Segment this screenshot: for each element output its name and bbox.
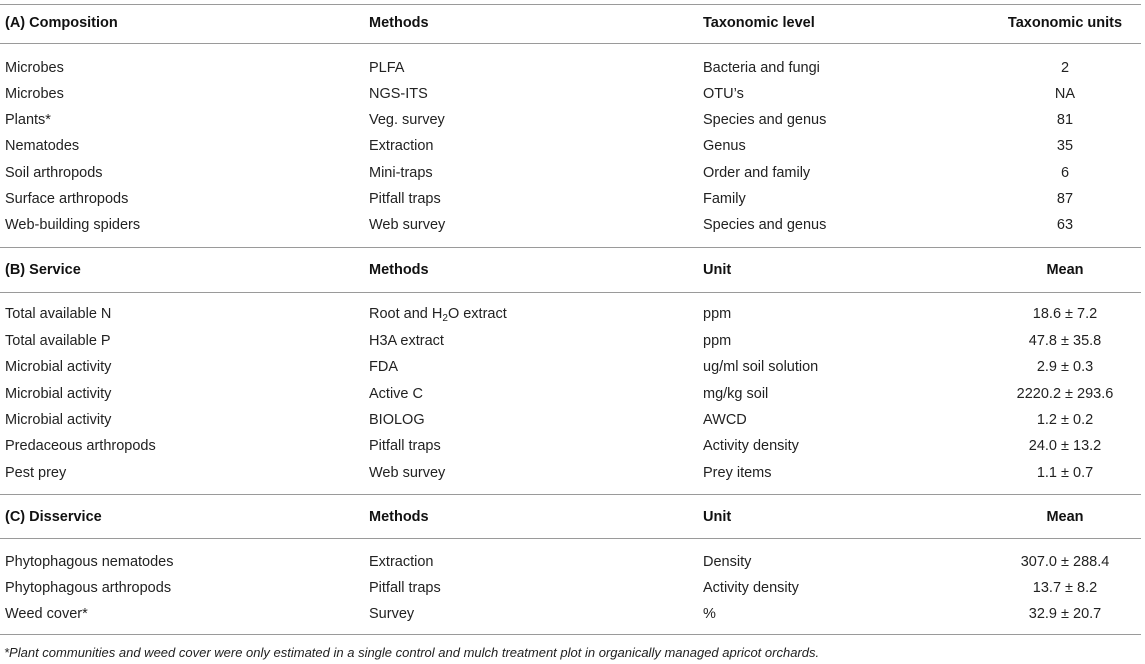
table-footnote: *Plant communities and weed cover were only estimated in a single control and mulch treatment plot in organically managed apricot orchards. xyxy=(4,645,820,660)
table-cell: 81 xyxy=(1056,112,1074,128)
table-cell: Surface arthropods xyxy=(5,191,129,207)
header-cell: Methods xyxy=(369,262,429,278)
table-cell: NA xyxy=(1054,86,1076,102)
rule-c-header xyxy=(0,538,1141,539)
table-cell: ug/ml soil solution xyxy=(703,359,819,375)
table-cell: OTU’s xyxy=(703,86,744,102)
table-cell: ppm xyxy=(703,333,732,349)
table-row xyxy=(0,460,1141,486)
table-row xyxy=(0,212,1141,238)
table-row xyxy=(0,301,1141,327)
header-cell: Methods xyxy=(369,509,429,525)
table-row xyxy=(0,575,1141,601)
header-cell: Taxonomic units xyxy=(1007,15,1123,31)
table-row xyxy=(0,55,1141,81)
table-cell: 63 xyxy=(1056,217,1074,233)
table-cell: FDA xyxy=(369,359,398,375)
section-b-header xyxy=(0,257,1141,283)
table-cell: Root and $H_2O$ extract xyxy=(369,306,507,324)
table-cell: Web survey xyxy=(369,465,446,481)
table-cell: Pitfall traps xyxy=(369,580,441,596)
header-cell: Methods xyxy=(369,15,429,31)
table-cell: Web-building spiders xyxy=(5,217,141,233)
rule-a-header xyxy=(0,43,1141,44)
table-cell: 1.1 ± 0.7 xyxy=(1036,465,1094,481)
table-row xyxy=(0,381,1141,407)
table-cell: 2220.2 ± 293.6 xyxy=(1016,386,1114,402)
table-cell: Plants* xyxy=(5,112,51,128)
table-cell: 2 xyxy=(1060,60,1070,76)
table-cell: Microbes xyxy=(5,60,64,76)
table-row xyxy=(0,107,1141,133)
table-cell: 1.2 ± 0.2 xyxy=(1036,412,1094,428)
table-row xyxy=(0,186,1141,212)
table-cell: Veg. survey xyxy=(369,112,445,128)
table-cell: 13.7 ± 8.2 xyxy=(1032,580,1098,596)
table-cell: Microbial activity xyxy=(5,359,112,375)
table-cell: NGS-ITS xyxy=(369,86,428,102)
rule-b-header xyxy=(0,292,1141,293)
table-cell: Mini-traps xyxy=(369,165,433,181)
table-cell: mg/kg soil xyxy=(703,386,769,402)
table-row xyxy=(0,133,1141,159)
table-cell: Active C xyxy=(369,386,423,402)
header-cell: (A) Composition xyxy=(5,15,118,31)
table-cell: Total available P xyxy=(5,333,111,349)
table-cell: 6 xyxy=(1060,165,1070,181)
table-cell: Total available N xyxy=(5,306,112,322)
table-cell: Family xyxy=(703,191,746,207)
table-cell: 2.9 ± 0.3 xyxy=(1036,359,1094,375)
table-cell: Activity density xyxy=(703,580,799,596)
table-cell: Phytophagous arthropods xyxy=(5,580,172,596)
table-row xyxy=(0,354,1141,380)
rule-bottom xyxy=(0,634,1141,635)
table-cell: Extraction xyxy=(369,554,434,570)
table-row xyxy=(0,407,1141,433)
table-cell: Weed cover* xyxy=(5,606,88,622)
table-cell: 87 xyxy=(1056,191,1074,207)
table-cell: Pitfall traps xyxy=(369,191,441,207)
header-cell: Unit xyxy=(703,262,732,278)
table-cell: 307.0 ± 288.4 xyxy=(1020,554,1110,570)
header-cell: (B) Service xyxy=(5,262,81,278)
table-cell: Phytophagous nematodes xyxy=(5,554,174,570)
table-cell: Density xyxy=(703,554,752,570)
table-cell: % xyxy=(703,606,716,622)
table-row xyxy=(0,160,1141,186)
header-cell: Taxonomic level xyxy=(703,15,815,31)
table-cell: Microbes xyxy=(5,86,64,102)
rule-c-top xyxy=(0,494,1141,495)
table-cell: Bacteria and fungi xyxy=(703,60,820,76)
table-cell: Microbial activity xyxy=(5,412,112,428)
header-cell: Unit xyxy=(703,509,732,525)
table-cell: Activity density xyxy=(703,438,799,454)
table-cell: Extraction xyxy=(369,138,434,154)
table-cell: Pest prey xyxy=(5,465,67,481)
table-cell: 47.8 ± 35.8 xyxy=(1028,333,1102,349)
table-cell: Species and genus xyxy=(703,112,827,128)
table-cell: Web survey xyxy=(369,217,446,233)
table-cell: Soil arthropods xyxy=(5,165,103,181)
rule-b-top xyxy=(0,247,1141,248)
table-cell: 32.9 ± 20.7 xyxy=(1028,606,1102,622)
table-cell: H3A extract xyxy=(369,333,444,349)
table-cell: Survey xyxy=(369,606,415,622)
section-a-header xyxy=(0,10,1141,36)
table-cell: ppm xyxy=(703,306,732,322)
header-cell: Mean xyxy=(1046,262,1084,278)
table-cell: PLFA xyxy=(369,60,405,76)
table-cell: Predaceous arthropods xyxy=(5,438,156,454)
header-cell: Mean xyxy=(1046,509,1084,525)
table-cell: Pitfall traps xyxy=(369,438,441,454)
table-cell: BIOLOG xyxy=(369,412,425,428)
table-row xyxy=(0,433,1141,459)
table-cell: Microbial activity xyxy=(5,386,112,402)
table-row xyxy=(0,328,1141,354)
table-cell: Nematodes xyxy=(5,138,80,154)
table-row xyxy=(0,601,1141,627)
table-cell: Prey items xyxy=(703,465,772,481)
table-cell: 24.0 ± 13.2 xyxy=(1028,438,1102,454)
table-cell: Species and genus xyxy=(703,217,827,233)
section-c-header xyxy=(0,504,1141,530)
table-cell: Order and family xyxy=(703,165,811,181)
header-cell: (C) Disservice xyxy=(5,509,102,525)
table-cell: 18.6 ± 7.2 xyxy=(1032,306,1098,322)
table-row xyxy=(0,549,1141,575)
table-cell: Genus xyxy=(703,138,746,154)
table-cell: AWCD xyxy=(703,412,747,428)
rule-top xyxy=(0,4,1141,5)
table-cell: 35 xyxy=(1056,138,1074,154)
table-row xyxy=(0,81,1141,107)
